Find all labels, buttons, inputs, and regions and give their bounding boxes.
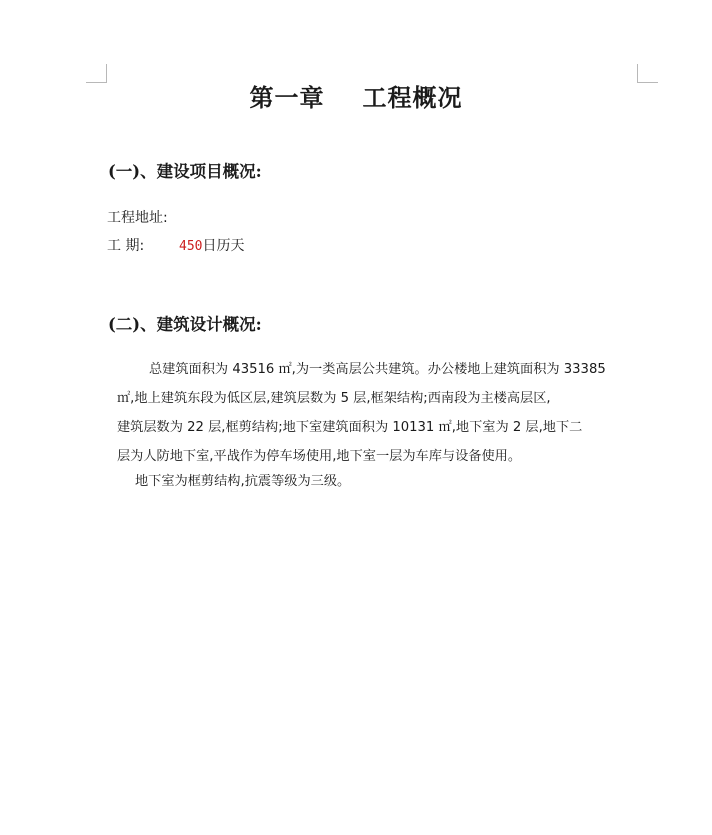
section-heading-project-overview: (一)、建设项目概况: [108,162,262,181]
construction-period [107,235,244,255]
paragraph-line: 地下室为框剪结构,抗震等级为三级。 [135,474,351,489]
construction-period-unit: 日历天 [202,238,245,254]
paragraph-line: ㎡,地上建筑东段为低区层,建筑层数为 5 层,框架结构;西南段为主楼高层区, [117,391,551,406]
design-description-paragraph [117,355,639,471]
section-heading-architectural-design: (二)、建筑设计概况: [108,315,262,334]
structure-description-paragraph [135,467,657,496]
project-address-label: 工程地址: [107,210,168,226]
chapter-number: 第一章 [249,83,325,112]
chapter-title [0,78,712,113]
construction-period-value: 450 [179,239,203,254]
paragraph-line: 建筑层数为 22 层,框剪结构;地下室建筑面积为 10131 ㎡,地下室为 2 层,地下二 [117,420,583,435]
paragraph-line: 总建筑面积为 43516 ㎡,为一类高层公共建筑。办公楼地上建筑面积为 33385 [149,362,606,377]
construction-period-label: 工 期: [107,238,145,254]
paragraph-line: 层为人防地下室,平战作为停车场使用,地下室一层为车库与设备使用。 [117,449,522,464]
chapter-name: 工程概况 [362,83,463,112]
